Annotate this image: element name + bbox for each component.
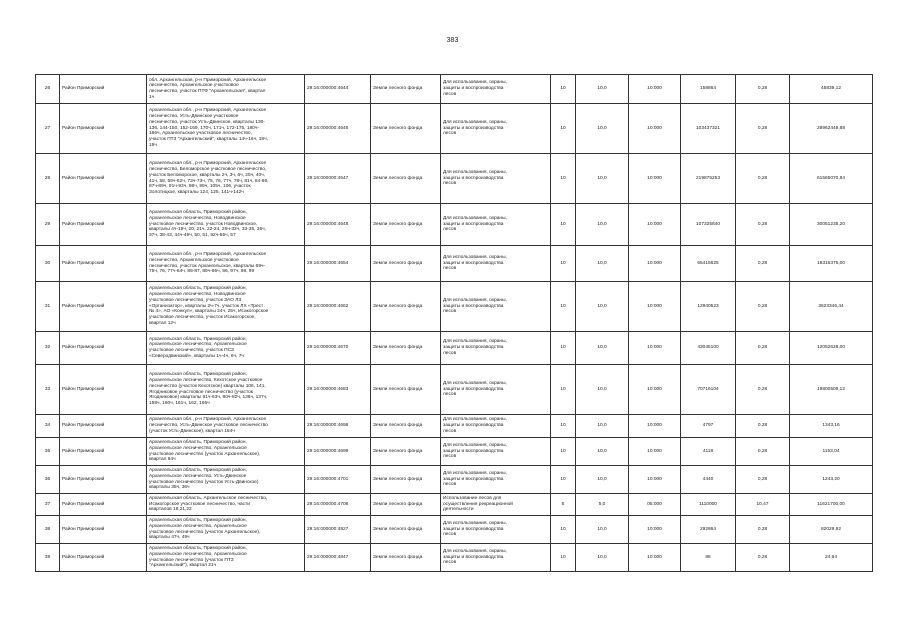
- cadastral-number-cell: 29:16:000000:4847: [305, 544, 371, 572]
- tax-rate-cell: 0,28: [736, 516, 790, 544]
- rate-value-2-cell: 10,0: [576, 544, 629, 572]
- tax-rate-cell: 0,28: [736, 282, 790, 332]
- permitted-use-cell: Для использования, охраны, защиты и воспроизводства лесов: [441, 332, 551, 365]
- rate-value-2-cell: 10,0: [576, 415, 629, 438]
- rate-value-2-cell: 10,0: [576, 204, 629, 246]
- land-category-cell: Земли лесного фонда: [371, 438, 441, 466]
- cadastral-number-cell: 29:16:000000:4670: [305, 332, 371, 365]
- cadastral-number-cell: 29:16:000000:4662: [305, 282, 371, 332]
- land-category-cell: Земли лесного фонда: [371, 332, 441, 365]
- rate-value-1-cell: 10: [551, 246, 576, 282]
- payment-cell: 61565070,84: [790, 154, 873, 204]
- payment-cell: 24,64: [790, 544, 873, 572]
- rate-value-2-cell: 10,0: [576, 365, 629, 415]
- permitted-use-cell: Для использования, охраны, защиты и воспроизводства лесов: [441, 438, 551, 466]
- area-cell: 70716104: [681, 365, 736, 415]
- payment-cell: 82029,92: [790, 516, 873, 544]
- land-category-cell: Земли лесного фонда: [371, 154, 441, 204]
- permitted-use-cell: Для использования, охраны, защиты и воспроизводства лесов: [441, 282, 551, 332]
- area-cell: 43045100: [681, 332, 736, 365]
- district-cell: Район Приморский: [60, 282, 147, 332]
- district-cell: Район Приморский: [60, 104, 147, 154]
- area-cell: 88: [681, 544, 736, 572]
- location-cell: Архангельская область, Приморский район, Архангельское лесничество, Архангельское участковое лесничество (участок Архангельское), кварталы 47ч, 49ч: [147, 516, 305, 544]
- row-number: 28: [36, 154, 60, 204]
- location-cell: Архангельская область, Приморский район, Архангельское лесничество, Кехотское участковое лесничество (участок Кехотское) кварталы 106, 141, Ягодниковое участковое лесничество (участок Ягодниковое) кварталы 61ч-63ч, 80ч-82ч, 136ч, 137ч, 158ч, 160ч, 161ч, 162, 166ч: [147, 365, 305, 415]
- area-cell: 12940523: [681, 282, 736, 332]
- row-number: 29: [36, 204, 60, 246]
- area-cell: 4797: [681, 415, 736, 438]
- rate-value-3-cell: 10:000: [629, 415, 681, 438]
- area-cell: 219875253: [681, 154, 736, 204]
- rate-value-1-cell: 10: [551, 438, 576, 466]
- location-cell: Архангельская область, Приморский район, Архангельское лесничество, Архангельское участковое лесничество (участок ПТЗ "Архангельский"), квартал 21ч: [147, 544, 305, 572]
- district-cell: Район Приморский: [60, 154, 147, 204]
- rate-value-1-cell: 5: [551, 494, 576, 516]
- rate-value-2-cell: 10,0: [576, 516, 629, 544]
- cadastral-number-cell: 29:16:000000:4646: [305, 104, 371, 154]
- rate-value-3-cell: 10:000: [629, 332, 681, 365]
- rate-value-3-cell: 10:000: [629, 365, 681, 415]
- area-cell: 65415625: [681, 246, 736, 282]
- permitted-use-cell: Для использования, охраны, защиты и воспроизводства лесов: [441, 75, 551, 104]
- district-cell: Район Приморский: [60, 544, 147, 572]
- tax-rate-cell: 10,47: [736, 494, 790, 516]
- rate-value-3-cell: 10:000: [629, 282, 681, 332]
- rate-value-2-cell: 10,0: [576, 75, 629, 104]
- location-cell: Архангельская обл., р-н Приморский, Архангельское лесничество, Архангельское участковое лесничество, участок Архангельское, кварталы 69ч- 75ч, 76, 77ч-84ч, 85-87, 89ч-95ч, 96, 97ч, 98, 99: [147, 246, 305, 282]
- table-row: [36, 332, 873, 365]
- location-cell: Архангельская область, Приморский район, Архангельское лесничество, Новодвинское участковое лесничество, участок ЗАО ЛЗ «Организатор», кварталы 2ч-7ч, участок ЛХ «Трест № 4», АО «Конкуп», кварталы 24ч, 25ч, Исакогорское участковое лесничество, участок Исакогорское, квартал 12ч: [147, 282, 305, 332]
- rate-value-3-cell: 10:000: [629, 516, 681, 544]
- rate-value-1-cell: 10: [551, 544, 576, 572]
- district-cell: Район Приморский: [60, 332, 147, 365]
- cadastral-number-cell: 29:16:000000:4698: [305, 415, 371, 438]
- permitted-use-cell: Использование лесов для осуществления рекреационной деятельности: [441, 494, 551, 516]
- district-cell: Район Приморский: [60, 204, 147, 246]
- location-cell: Архангельская обл., р-н Приморский, Архангельское лесничество, Усть-Двинское участковое лесничество, участок Усть-Двинское, кварталы 130- 136, 144-150, 152-169, 170ч, 171ч, 172-175, 180ч- 186ч, Архангельское участковое лесничество, участок ПТЗ "Архангельский", кварталы 14ч-16ч, 18ч, 19ч: [147, 104, 305, 154]
- land-category-cell: Земли лесного фонда: [371, 75, 441, 104]
- table-row: [36, 104, 873, 154]
- district-cell: Район Приморский: [60, 438, 147, 466]
- payment-cell: 18316375,00: [790, 246, 873, 282]
- permitted-use-cell: Для использования, охраны, защиты и воспроизводства лесов: [441, 365, 551, 415]
- location-cell: Архангельская область, Приморский район, Архангельское лесничество, Архангельское участковое лесничество, участок ПСЗ «Северодвинский», кварталы 1ч-4ч, 6ч, 7ч: [147, 332, 305, 365]
- rate-value-2-cell: 10,0: [576, 332, 629, 365]
- district-cell: Район Приморский: [60, 415, 147, 438]
- table-row: [36, 544, 873, 572]
- rate-value-1-cell: 10: [551, 154, 576, 204]
- payment-cell: 28962449,88: [790, 104, 873, 154]
- row-number: 30: [36, 246, 60, 282]
- rate-value-2-cell: 10,0: [576, 466, 629, 494]
- area-cell: 4118: [681, 438, 736, 466]
- payment-cell: 12052628,00: [790, 332, 873, 365]
- area-cell: 158864: [681, 75, 736, 104]
- rate-value-2-cell: 10,0: [576, 438, 629, 466]
- permitted-use-cell: Для использования, охраны, защиты и воспроизводства лесов: [441, 544, 551, 572]
- rate-value-2-cell: 5,0: [576, 494, 629, 516]
- row-number: 37: [36, 494, 60, 516]
- row-number: 26: [36, 75, 60, 104]
- table-row: [36, 438, 873, 466]
- district-cell: Район Приморский: [60, 516, 147, 544]
- payment-cell: 45839,12: [790, 75, 873, 104]
- area-cell: 107325840: [681, 204, 736, 246]
- permitted-use-cell: Для использования, охраны, защиты и воспроизводства лесов: [441, 246, 551, 282]
- land-category-cell: Земли лесного фонда: [371, 494, 441, 516]
- table-row: [36, 154, 873, 204]
- rate-value-3-cell: 10:000: [629, 204, 681, 246]
- area-cell: 103437321: [681, 104, 736, 154]
- payment-cell: 3623346,44: [790, 282, 873, 332]
- rate-value-3-cell: 10:000: [629, 154, 681, 204]
- tax-rate-cell: 0,28: [736, 438, 790, 466]
- table-row: [36, 516, 873, 544]
- table-row: [36, 466, 873, 494]
- tax-rate-cell: 0,28: [736, 154, 790, 204]
- rate-value-2-cell: 10,0: [576, 154, 629, 204]
- payment-cell: 1343,16: [790, 415, 873, 438]
- payment-cell: 30051235,20: [790, 204, 873, 246]
- rate-value-2-cell: 10,0: [576, 104, 629, 154]
- cadastral-number-cell: 29:16:000000:4827: [305, 516, 371, 544]
- rate-value-1-cell: 10: [551, 415, 576, 438]
- land-category-cell: Земли лесного фонда: [371, 365, 441, 415]
- cadastral-number-cell: 29:16:000000:4648: [305, 204, 371, 246]
- row-number: 39: [36, 544, 60, 572]
- row-number: 33: [36, 365, 60, 415]
- table-row: [36, 246, 873, 282]
- rate-value-1-cell: 10: [551, 75, 576, 104]
- area-cell: 4440: [681, 466, 736, 494]
- location-cell: Архангельская обл., р-н Приморский, Архангельское лесничество, Беломорское участковое лесничество, участок Беломорское, кварталы 2ч, 3ч, 6ч, 25ч, 40ч, 41ч, 58, 59ч-62ч, 73ч-73ч, 75, 76, 77ч, 78ч, 81ч, 84-86, 87ч-89ч, 91ч-93ч, 98ч, 99ч, 105ч, 106, участок Золотицкое, кварталы 124, 125, 141ч-142ч: [147, 154, 305, 204]
- payment-cell: 1243,20: [790, 466, 873, 494]
- location-cell: Архангельская область, Приморский район, Архангельское лесничество, Усть-Двинское участковое лесничество (участок Усть-Двинское) кварталы 35ч, 36ч: [147, 466, 305, 494]
- area-cell: 292864: [681, 516, 736, 544]
- payment-cell: 19800509,12: [790, 365, 873, 415]
- table-row: [36, 494, 873, 516]
- land-category-cell: Земли лесного фонда: [371, 282, 441, 332]
- cadastral-number-cell: 29:16:000000:4683: [305, 365, 371, 415]
- row-number: 32: [36, 332, 60, 365]
- payment-cell: 11621700,00: [790, 494, 873, 516]
- row-number: 35: [36, 438, 60, 466]
- permitted-use-cell: Для использования, охраны, защиты и воспроизводства лесов: [441, 104, 551, 154]
- rate-value-3-cell: 10:000: [629, 75, 681, 104]
- permitted-use-cell: Для использования, охраны, защиты и воспроизводства лесов: [441, 204, 551, 246]
- payment-cell: 1153,04: [790, 438, 873, 466]
- tax-rate-cell: 0,28: [736, 544, 790, 572]
- rate-value-1-cell: 10: [551, 204, 576, 246]
- permitted-use-cell: Для использования, охраны, защиты и воспроизводства лесов: [441, 154, 551, 204]
- land-category-cell: Земли лесного фонда: [371, 466, 441, 494]
- location-cell: Архангельская обл., р-н Приморский, Архангельское лесничество, Усть-Двинское участковое лесничество (участок Усть-Двинское), квартал 184ч: [147, 415, 305, 438]
- location-cell: Архангельская область, Приморский район, Архангельское лесничество, Новодвинское участковое лесничество, участок Новодвинское, кварталы 4ч-19ч, 20, 21ч, 22-24, 25ч-32ч, 33-35, 36ч, 37ч, 38-43, 44ч-49ч, 50, 51, 52ч-56ч, 57: [147, 204, 305, 246]
- rate-value-1-cell: 10: [551, 466, 576, 494]
- location-cell: обл. Архангельская, р-н Приморский, Архангельское лесничество, Архангельское участковое лесничество, участок ПТФ "Архангельская", квартал 1ч: [147, 75, 305, 104]
- cadastral-number-cell: 29:16:000000:4644: [305, 75, 371, 104]
- row-number: 38: [36, 516, 60, 544]
- rate-value-1-cell: 10: [551, 516, 576, 544]
- rate-value-1-cell: 10: [551, 365, 576, 415]
- rate-value-2-cell: 10,0: [576, 246, 629, 282]
- page-number: 383: [446, 37, 459, 44]
- tax-rate-cell: 0,28: [736, 365, 790, 415]
- table-row: [36, 365, 873, 415]
- cadastral-number-cell: 29:16:000000:4699: [305, 438, 371, 466]
- rate-value-2-cell: 10,0: [576, 282, 629, 332]
- tax-rate-cell: 0,28: [736, 332, 790, 365]
- land-category-cell: Земли лесного фонда: [371, 516, 441, 544]
- land-category-cell: Земли лесного фонда: [371, 544, 441, 572]
- rate-value-1-cell: 10: [551, 104, 576, 154]
- district-cell: Район Приморский: [60, 75, 147, 104]
- cadastral-number-cell: 29:16:000000:4706: [305, 494, 371, 516]
- rate-value-3-cell: 05:000: [629, 494, 681, 516]
- table-body: [36, 75, 873, 572]
- rate-value-3-cell: 10:000: [629, 104, 681, 154]
- table-row: [36, 415, 873, 438]
- area-cell: 1110000: [681, 494, 736, 516]
- district-cell: Район Приморский: [60, 494, 147, 516]
- rate-value-3-cell: 10:000: [629, 438, 681, 466]
- land-category-cell: Земли лесного фонда: [371, 104, 441, 154]
- location-cell: Архангельская область, Приморский район, Архангельское лесничество, Архангельское участковое лесничество (участок Архангельское), квартал 64ч: [147, 438, 305, 466]
- rate-value-3-cell: 10:000: [629, 246, 681, 282]
- tax-rate-cell: 0,28: [736, 75, 790, 104]
- row-number: 34: [36, 415, 60, 438]
- row-number: 36: [36, 466, 60, 494]
- district-cell: Район Приморский: [60, 246, 147, 282]
- land-category-cell: Земли лесного фонда: [371, 415, 441, 438]
- rate-value-3-cell: 10:000: [629, 544, 681, 572]
- table-row: [36, 282, 873, 332]
- tax-rate-cell: 0,28: [736, 246, 790, 282]
- permitted-use-cell: Для использования, охраны, защиты и воспроизводства лесов: [441, 466, 551, 494]
- location-cell: Архангельская область, Архангельское лесничество, Исакогорское участковое лесничество, части кварталов 18,21,22: [147, 494, 305, 516]
- rate-value-1-cell: 10: [551, 282, 576, 332]
- land-category-cell: Земли лесного фонда: [371, 246, 441, 282]
- land-plots-table: [35, 74, 873, 572]
- cadastral-number-cell: 29:16:000000:4647: [305, 154, 371, 204]
- rate-value-1-cell: 10: [551, 332, 576, 365]
- district-cell: Район Приморский: [60, 466, 147, 494]
- row-number: 27: [36, 104, 60, 154]
- table-row: [36, 75, 873, 104]
- tax-rate-cell: 0,28: [736, 466, 790, 494]
- table-row: [36, 204, 873, 246]
- permitted-use-cell: Для использования, охраны, защиты и воспроизводства лесов: [441, 415, 551, 438]
- cadastral-number-cell: 29:16:000000:4654: [305, 246, 371, 282]
- cadastral-number-cell: 29:16:000000:4701: [305, 466, 371, 494]
- permitted-use-cell: Для использования, охраны, защиты и воспроизводства лесов: [441, 516, 551, 544]
- tax-rate-cell: 0,28: [736, 204, 790, 246]
- rate-value-3-cell: 10:000: [629, 466, 681, 494]
- land-category-cell: Земли лесного фонда: [371, 204, 441, 246]
- row-number: 31: [36, 282, 60, 332]
- tax-rate-cell: 0,28: [736, 104, 790, 154]
- tax-rate-cell: 0,28: [736, 415, 790, 438]
- district-cell: Район Приморский: [60, 365, 147, 415]
